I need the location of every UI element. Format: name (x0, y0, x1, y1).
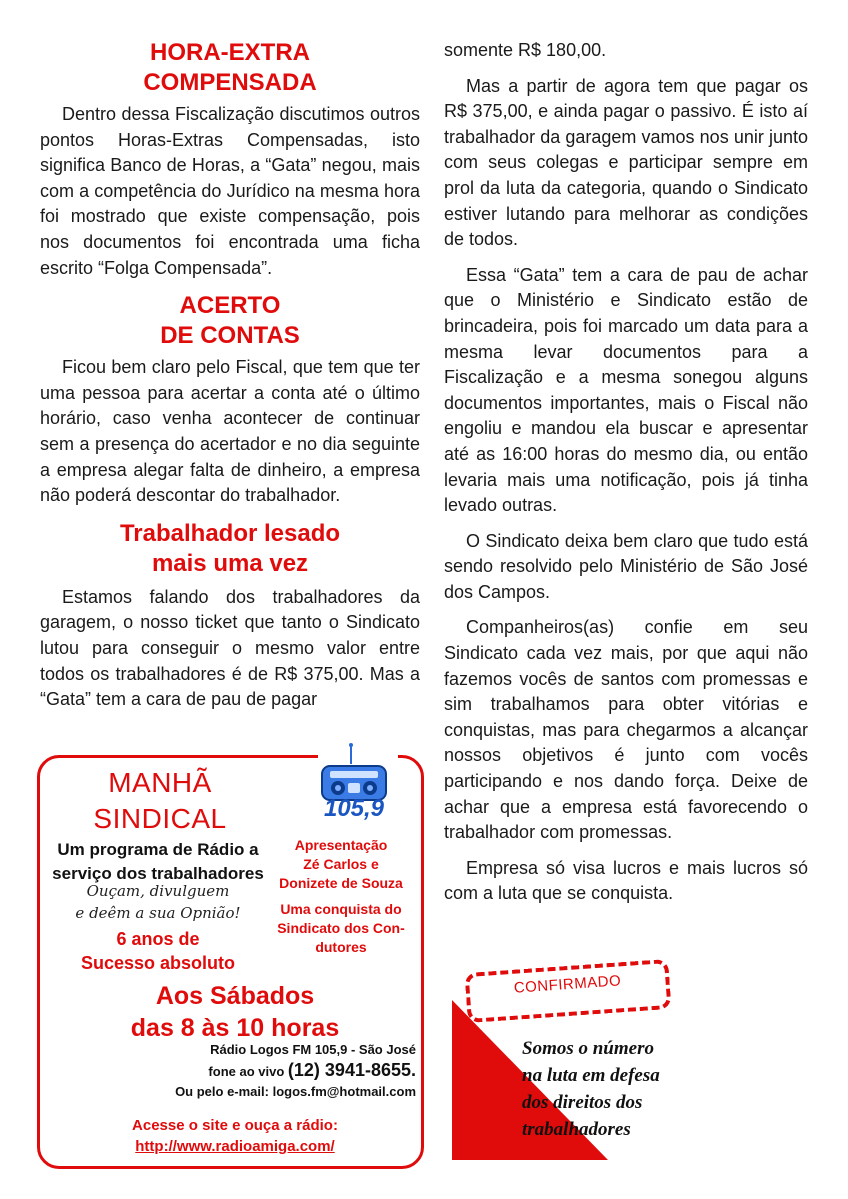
title-line: DE CONTAS (160, 322, 300, 350)
continuation-text: somente R$ 180,00. (444, 40, 607, 60)
paragraph: O Sindicato deixa bem claro que tudo está sendo resolvido pelo Ministério de São José dos Campos. (444, 530, 808, 602)
program-description (40, 838, 276, 886)
radio-program-name (60, 765, 260, 837)
paragraph: Companheiros(as) confie em seu Sindicato cada vez mais, por que aqui não fazemos vocês de santos com promessas e sim trabalhamos para obter vitórias e conquistas, mas para chegarmos a alcançar nossos objetivos é junto com vocês participando e nos dando força. Deixe de achar que a empresa está favorecendo o trabalhador com promessas. (444, 617, 808, 843)
program-name-line: MANHÃ (108, 767, 212, 798)
phone-line (60, 1060, 416, 1082)
paragraph: Mas a partir de agora tem que pagar os R$ 375,00, e ainda pagar o passivo. É isto aí trabalhador da garagem vamos nos unir junto com seus colegas e participar sempre em prol da luta da categoria, quando o Sindicato estiver lutando para melhorar as condições de todos. (444, 75, 808, 250)
invitation-line: Ouçam, divulguem (86, 882, 230, 900)
conquest-line: Uma conquista do (280, 901, 402, 917)
title-line: HORA-EXTRA (150, 39, 310, 66)
station-name: Rádio Logos FM 105,9 - São José (210, 1042, 416, 1057)
website-access (60, 1115, 410, 1157)
presenters (268, 836, 414, 893)
email-line (60, 1082, 416, 1102)
confirmed-stamp (465, 959, 672, 1023)
access-text: Acesse o site e ouça a rádio: (132, 1117, 338, 1134)
slogan-line: trabalhadores (522, 1119, 631, 1140)
email-label: Ou pelo e-mail: (175, 1084, 269, 1099)
paragraph: Empresa só visa lucros e mais lucros só com a luta que se conquista. (444, 857, 808, 904)
presenters-line: Apresentação (294, 837, 388, 853)
slogan-line: na luta em defesa (522, 1065, 660, 1086)
section-title-trabalhador-lesado (40, 519, 420, 579)
title-line: Trabalhador lesado (119, 519, 341, 547)
years-line: Sucesso absoluto (80, 953, 236, 973)
paragraph: Essa “Gata” tem a cara de pau de achar que o Ministério e Sindicato estão de brincadeira, pois foi marcado um data para a mesma levar documentos para a Fiscalização e a mesma sonegou alguns documentos importantes, mais o Fiscal não engoliu e mandou ela buscar e apresentar até as 16:00 horas do mesmo dia, ou então levaria mais uma notificação, pois já tinha levado outras. (444, 264, 808, 516)
section-title-acerto-contas (40, 291, 420, 351)
presenters-line: Donizete de Souza (279, 875, 403, 891)
handwritten-invitation (40, 880, 276, 924)
description-line: serviço dos trabalhadores (52, 864, 264, 883)
title-line: ACERTO (179, 292, 281, 320)
section-text-trabalhador-lesado: Estamos falando dos trabalhadores da garagem, o nosso ticket que tanto o Sindicato lutou para conseguir o mesmo valor entre todos os trabalhadores é de R$ 375,00. Mas a “Gata” tem a cara de pau de pagar (40, 586, 420, 710)
email-address[interactable]: logos.fm@hotmail.com (272, 1084, 416, 1099)
schedule-line: Aos Sábados (155, 982, 315, 1010)
title-line: mais uma vez (151, 549, 309, 577)
section-title-hora-extra (40, 38, 420, 98)
union-conquest (266, 900, 416, 957)
right-column (444, 38, 808, 917)
phone-label: fone ao vivo (208, 1064, 285, 1079)
years-of-success (40, 927, 276, 975)
slogan (522, 1035, 742, 1143)
section-text-acerto-contas: Ficou bem claro pelo Fiscal, que tem que ter uma pessoa para acertar a conta até o último horário, caso venha acontecer de continuar sem a presença do acertador e no dia seguinte a empresa alegar falta de dinheiro, a empresa não poderá descontar do trabalhador. (40, 357, 420, 506)
conquest-line: dutores (315, 939, 367, 955)
website-link[interactable]: http://www.radioamiga.com/ (135, 1138, 335, 1155)
station-contact (60, 1040, 416, 1102)
invitation-line: e deêm a sua Opnião! (75, 904, 241, 922)
left-column (40, 38, 420, 723)
schedule-line: das 8 às 10 horas (130, 1014, 340, 1042)
years-line: 6 anos de (116, 929, 200, 949)
presenters-line: Zé Carlos e (303, 856, 379, 872)
broadcast-schedule (60, 980, 410, 1044)
conquest-line: Sindicato dos Con- (277, 920, 405, 936)
title-line: COMPENSADA (143, 69, 317, 96)
program-name-line: SINDICAL (93, 803, 227, 834)
description-line: Um programa de Rádio a (57, 840, 259, 859)
slogan-line: Somos o número (522, 1038, 654, 1059)
section-text-hora-extra: Dentro dessa Fiscalização discutimos outros pontos Horas-Extras Compensadas, isto significa Banco de Horas, a “Gata” negou, mais com a competência do Jurídico na mesma hora foi mostrado que existe compensação, pois nos documentos foi encontrada uma ficha escrito “Folga Compensada”. (40, 104, 420, 278)
slogan-line: dos direitos dos (522, 1092, 643, 1113)
radio-frequency: 105,9 (323, 795, 385, 822)
phone-number: (12) 3941-8655. (287, 1060, 416, 1080)
stamp-text: CONFIRMADO (513, 972, 622, 997)
